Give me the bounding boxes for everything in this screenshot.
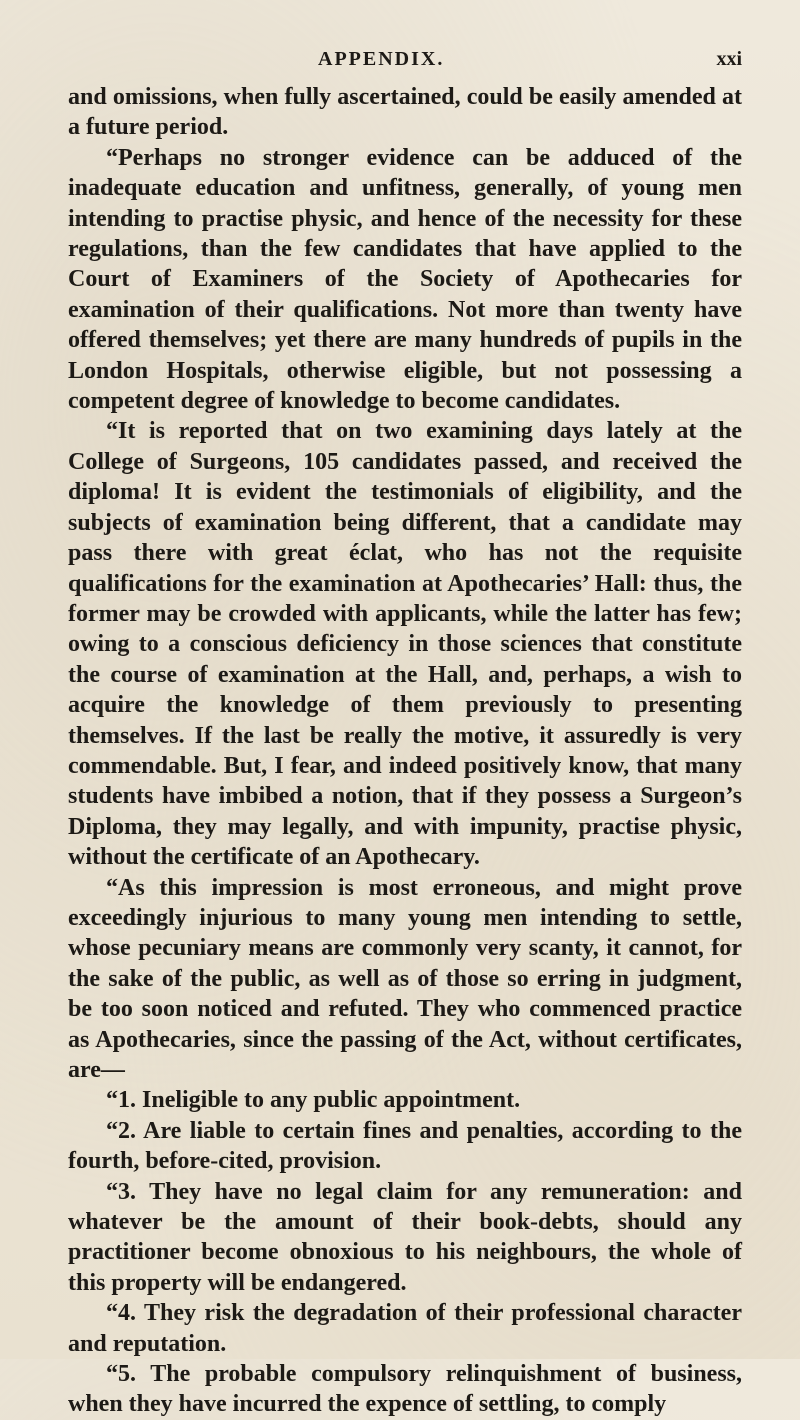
list-item-4: “4. They risk the degradation of their professional character and reputation. — [68, 1300, 742, 1357]
running-title: APPENDIX. — [318, 48, 445, 70]
list-item-5: “5. The probable compulsory relinquishment of business, when they have incurred the expence of settling, to comply — [68, 1361, 742, 1418]
list-item-2: “2. Are liable to certain fines and penalties, according to the fourth, before-cited, provision. — [68, 1117, 742, 1175]
list-item-1: “1. Ineligible to any public appointment. — [106, 1087, 521, 1114]
list-item-3: “3. They have no legal claim for any remuneration: and whatever be the amount of their book-debts, should any practitioner become obnoxious to his neighbours, the whole of this property will be endangered. — [68, 1178, 742, 1296]
page-number: xxi — [716, 48, 742, 70]
paragraph-it-is-reported: “It is reported that on two examining days lately at the College of Surgeons, 105 candidates passed, and received the diploma! It is evident the testimonials of eligibility, and the subjects of examination being different, that a candidate may pass there with great éclat, who has not the requisite qualifications for the examination at Apothecaries’ Hall: thus, the former may be crowded with applicants, while the latter has few; owing to a conscious deficiency in those sciences that constitute the course of examination at the Hall, and, perhaps, a wish to acquire the knowledge of them previously to presenting themselves. If the last be really the motive, it assuredly is very commendable. But, I fear, and indeed positively know, that many students have imbibed a notion, that if they possess a Surgeon’s Diploma, they may legally, and with impunity, practise physic, without the certificate of an Apothecary. — [68, 418, 742, 871]
paragraph-continuation: and omissions, when fully ascertained, could be easily amended at a future period. — [68, 84, 742, 141]
paragraph-perhaps: “Perhaps no stronger evidence can be adduced of the inadequate education and unfitness, generally, of young men intending to practise physic, and hence of the necessity for these regulations, than the few candidates that have applied to the Court of Examiners of the Society of Apothecaries for examination of their qualifications. Not more than twenty have offered themselves; yet there are many hundreds of pupils in the London Hospitals, otherwise eligible, but not possessing a competent degree of knowledge to become candidates. — [68, 144, 742, 415]
paragraph-as-this-impression: “As this impression is most erroneous, and might prove exceedingly injurious to many young men intending to settle, whose pecuniary means are commonly very scanty, it cannot, for the sake of the public, as well as of those so erring in judgment, be too soon noticed and refuted. They who commenced practice as Apothecaries, since the passing of the Act, without certificates, are— — [68, 874, 742, 1083]
running-head — [68, 38, 742, 72]
body-text — [68, 82, 742, 1420]
